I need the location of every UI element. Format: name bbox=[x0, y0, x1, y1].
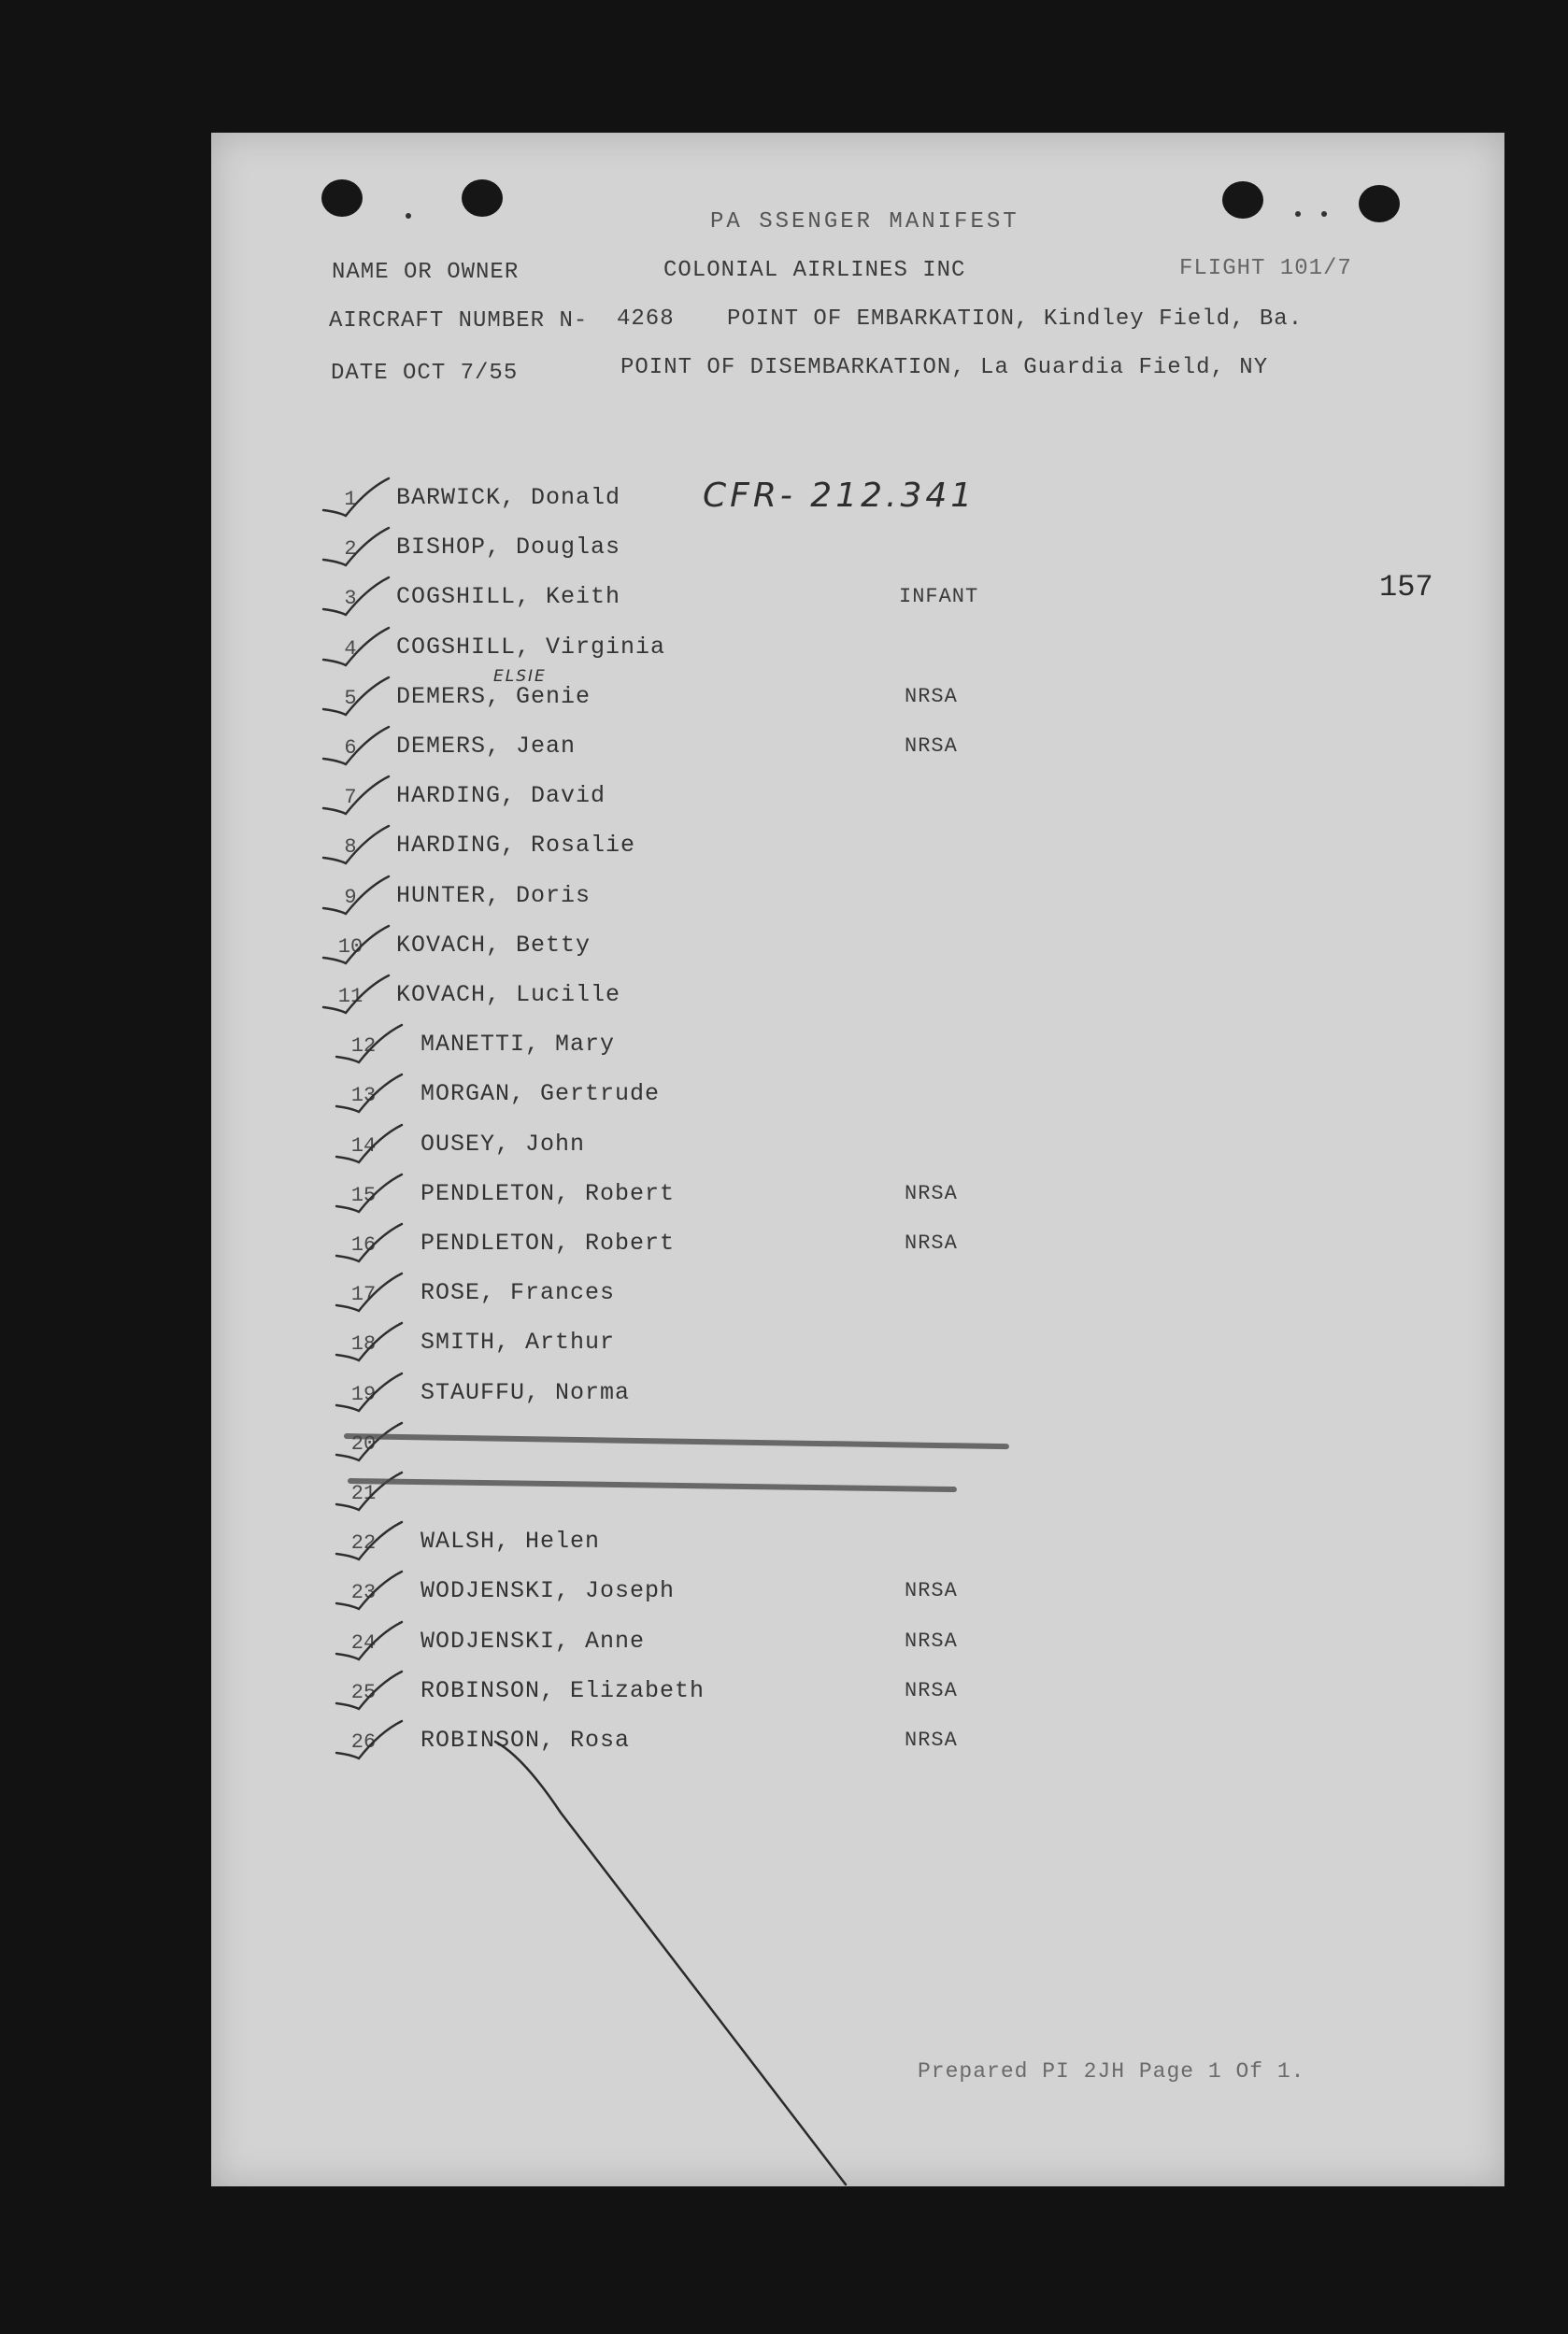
check-mark bbox=[318, 674, 392, 720]
row-number: 11 bbox=[337, 985, 363, 1008]
page-stamp-number: 157 bbox=[1379, 570, 1433, 605]
check-mark bbox=[331, 1171, 406, 1217]
owner-value: COLONIAL AIRLINES INC bbox=[663, 258, 966, 283]
passenger-name: WODJENSKI, Joseph bbox=[421, 1577, 676, 1605]
check-mark bbox=[318, 972, 392, 1018]
row-number: 3 bbox=[344, 587, 357, 611]
manifest-title: PA SSENGER MANIFEST bbox=[710, 209, 1019, 235]
passenger-name: ROBINSON, Elizabeth bbox=[421, 1676, 706, 1704]
check-mark bbox=[331, 1717, 406, 1764]
passenger-name: DEMERS, Genie bbox=[396, 682, 592, 710]
check-mark bbox=[318, 822, 392, 869]
row-number: 20 bbox=[350, 1431, 377, 1456]
check-mark bbox=[318, 773, 392, 819]
passenger-name: WALSH, Helen bbox=[421, 1528, 601, 1556]
check-mark bbox=[318, 922, 392, 969]
passenger-status: NRSA bbox=[905, 1629, 958, 1653]
passenger-status: NRSA bbox=[905, 734, 958, 758]
passenger-name: MANETTI, Mary bbox=[421, 1031, 616, 1059]
passenger-name: PENDLETON, Robert bbox=[421, 1179, 676, 1207]
passenger-status: NRSA bbox=[905, 684, 958, 708]
passenger-name: HUNTER, Doris bbox=[396, 881, 592, 909]
passenger-status: NRSA bbox=[905, 1181, 958, 1205]
passenger-name: HARDING, Rosalie bbox=[396, 832, 636, 860]
passenger-name: COGSHILL, Virginia bbox=[396, 633, 666, 661]
check-mark bbox=[318, 524, 392, 571]
aircraft-number: 4268 bbox=[617, 306, 675, 332]
passenger-name: SMITH, Arthur bbox=[421, 1329, 616, 1357]
row-number: 14 bbox=[350, 1133, 377, 1158]
check-mark bbox=[331, 1518, 406, 1565]
flight-label: FLIGHT 101/7 bbox=[1179, 256, 1352, 281]
check-mark bbox=[331, 1469, 406, 1516]
punch-hole-right-2 bbox=[1359, 185, 1400, 222]
aircraft-label: AIRCRAFT NUMBER N- bbox=[329, 308, 589, 334]
row-number: 24 bbox=[350, 1630, 377, 1655]
passenger-status: NRSA bbox=[905, 1729, 958, 1752]
row-number: 4 bbox=[344, 636, 357, 661]
row-number: 22 bbox=[350, 1531, 377, 1556]
passenger-name: WODJENSKI, Anne bbox=[421, 1627, 646, 1655]
check-mark bbox=[331, 1071, 406, 1117]
passenger-name: BARWICK, Donald bbox=[396, 484, 621, 511]
punch-hole-right-1 bbox=[1222, 181, 1263, 219]
row-number: 1 bbox=[344, 488, 357, 511]
punch-mark bbox=[406, 213, 411, 219]
row-number: 25 bbox=[350, 1680, 377, 1704]
page-footer: Prepared PI 2JH Page 1 Of 1. bbox=[918, 2059, 1305, 2084]
passenger-name: COGSHILL, Keith bbox=[396, 583, 621, 611]
row-number: 12 bbox=[350, 1034, 377, 1059]
punch-mark bbox=[1295, 211, 1301, 217]
embarkation: POINT OF EMBARKATION, Kindley Field, Ba. bbox=[727, 306, 1304, 332]
punch-hole-left-1 bbox=[321, 179, 363, 217]
elsie-handwritten-note: ELSIE bbox=[493, 667, 547, 686]
row-number: 7 bbox=[344, 786, 357, 810]
check-mark bbox=[318, 475, 392, 521]
punch-hole-left-2 bbox=[462, 179, 503, 217]
check-mark bbox=[331, 1220, 406, 1267]
row-number: 26 bbox=[350, 1730, 377, 1754]
row-number: 6 bbox=[344, 736, 357, 760]
row-number: 16 bbox=[350, 1233, 377, 1257]
row-number: 17 bbox=[350, 1283, 377, 1307]
passenger-name: KOVACH, Betty bbox=[396, 931, 592, 959]
check-mark bbox=[331, 1370, 406, 1416]
punch-mark bbox=[1321, 211, 1327, 217]
check-mark bbox=[318, 873, 392, 919]
check-mark bbox=[331, 1618, 406, 1665]
passenger-name: PENDLETON, Robert bbox=[421, 1230, 676, 1257]
check-mark bbox=[331, 1419, 406, 1466]
row-number: 19 bbox=[350, 1382, 377, 1406]
check-mark bbox=[331, 1021, 406, 1068]
passenger-name: ROBINSON, Rosa bbox=[421, 1727, 631, 1754]
check-mark bbox=[331, 1121, 406, 1168]
row-number: 8 bbox=[344, 835, 357, 860]
row-number: 23 bbox=[350, 1581, 377, 1605]
passenger-name: OUSEY, John bbox=[421, 1130, 586, 1158]
row-number: 21 bbox=[350, 1482, 377, 1505]
passenger-status: NRSA bbox=[905, 1231, 958, 1255]
passenger-name: STAUFFU, Norma bbox=[421, 1378, 631, 1406]
check-mark bbox=[331, 1319, 406, 1366]
flight-date: DATE OCT 7/55 bbox=[331, 361, 519, 386]
passenger-name: KOVACH, Lucille bbox=[396, 981, 621, 1008]
passenger-name: MORGAN, Gertrude bbox=[421, 1080, 661, 1108]
row-number: 5 bbox=[344, 686, 357, 710]
passenger-status: NRSA bbox=[905, 1579, 958, 1603]
row-number: 2 bbox=[344, 537, 357, 562]
passenger-name: HARDING, David bbox=[396, 782, 606, 810]
passenger-name: DEMERS, Jean bbox=[396, 733, 577, 760]
cfr-handwritten-note: CFR- 212.341 bbox=[703, 477, 976, 515]
check-mark bbox=[331, 1668, 406, 1715]
row-number: 13 bbox=[350, 1084, 377, 1108]
row-number: 9 bbox=[344, 885, 357, 909]
check-mark bbox=[331, 1270, 406, 1316]
passenger-status: INFANT bbox=[899, 585, 979, 609]
owner-label: NAME OR OWNER bbox=[332, 260, 520, 285]
passenger-name: BISHOP, Douglas bbox=[396, 534, 621, 562]
passenger-name: ROSE, Frances bbox=[421, 1279, 616, 1307]
check-mark bbox=[318, 723, 392, 770]
row-number: 18 bbox=[350, 1332, 377, 1357]
row-number: 15 bbox=[350, 1183, 377, 1207]
passenger-status: NRSA bbox=[905, 1678, 958, 1702]
check-mark bbox=[318, 574, 392, 620]
check-mark bbox=[318, 624, 392, 671]
row-number: 10 bbox=[337, 934, 363, 959]
disembarkation: POINT OF DISEMBARKATION, La Guardia Field, NY bbox=[620, 355, 1269, 380]
check-mark bbox=[331, 1568, 406, 1615]
